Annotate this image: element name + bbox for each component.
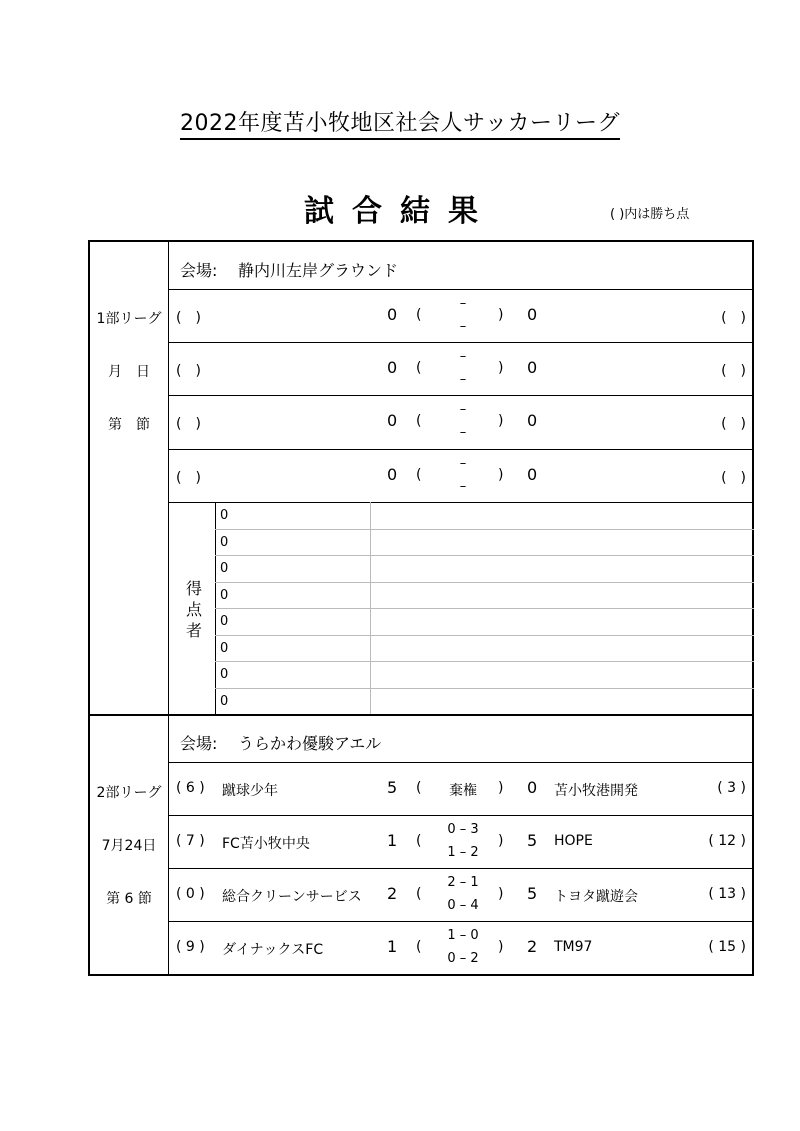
first-half-score: –: [459, 296, 467, 311]
away-points: ( 13 ): [708, 886, 746, 902]
away-score: 0: [527, 778, 538, 797]
round-label-1: 第 節: [108, 417, 150, 433]
open-paren-decor: (: [416, 886, 422, 902]
home-score: 1: [387, 937, 398, 956]
home-score: 0: [387, 411, 398, 430]
away-score: 0: [527, 358, 538, 377]
match-date-2: 7月24日: [101, 838, 157, 854]
away-team: 苫小牧港開発: [554, 783, 638, 799]
scorer-entry: 0: [220, 561, 229, 576]
home-points: ( ): [176, 416, 201, 432]
away-points: ( 12 ): [708, 833, 746, 849]
row-divider: [168, 289, 754, 290]
scorer-entry: 0: [220, 667, 229, 682]
venue-name-2: うらかわ優駿アエル: [238, 734, 382, 753]
away-score: 0: [527, 411, 538, 430]
first-half-score: 1 – 0: [447, 928, 479, 943]
open-paren-decor: (: [416, 413, 422, 429]
second-half-score: 1 – 2: [447, 845, 479, 860]
close-paren-decor: ): [498, 780, 504, 796]
open-paren-decor: (: [416, 939, 422, 955]
away-points: ( ): [721, 416, 746, 432]
home-score: 0: [387, 305, 398, 324]
home-team: 総合クリーンサービス: [222, 889, 362, 905]
open-paren-decor: (: [416, 307, 422, 323]
scorer-entry: 0: [220, 508, 229, 523]
venue-label-2: 会場:: [180, 734, 218, 753]
match-date-1: 月 日: [108, 364, 150, 380]
home-score: 0: [387, 358, 398, 377]
row-divider: [215, 608, 754, 609]
first-half-score: 0 – 3: [447, 822, 479, 837]
open-paren-decor: (: [416, 467, 422, 483]
home-score: 2: [387, 884, 398, 903]
home-points: ( ): [176, 310, 201, 326]
first-half-score: –: [459, 349, 467, 364]
scorer-entry: 0: [220, 693, 229, 709]
away-score: 2: [527, 937, 538, 956]
second-half-score: –: [459, 319, 467, 334]
division-label-2: 2部リーグ: [96, 785, 162, 801]
home-points: ( ): [176, 470, 201, 486]
open-paren-decor: (: [416, 833, 422, 849]
scorers-label: 得 点 者: [185, 579, 202, 640]
away-team: TM97: [554, 939, 593, 955]
away-points: ( ): [721, 310, 746, 326]
row-divider: [215, 661, 754, 662]
home-points: ( ): [176, 363, 201, 379]
home-score: 1: [387, 831, 398, 850]
away-score: 5: [527, 884, 538, 903]
half-score: 棄権: [449, 783, 477, 799]
scorer-entry: 0: [220, 614, 229, 629]
row-divider: [215, 555, 754, 556]
open-paren-decor: (: [416, 780, 422, 796]
home-team: ダイナックスFC: [222, 942, 324, 958]
row-divider: [215, 582, 754, 583]
home-team: FC苫小牧中央: [222, 836, 310, 852]
home-score: 0: [387, 465, 398, 484]
close-paren-decor: ): [498, 360, 504, 376]
away-team: トヨタ蹴遊会: [554, 889, 638, 905]
round-label-2: 第 6 節: [106, 891, 152, 907]
away-points: ( ): [721, 470, 746, 486]
close-paren-decor: ): [498, 467, 504, 483]
away-score: 5: [527, 831, 538, 850]
column-divider: [168, 240, 169, 976]
scorer-entry: 0: [220, 534, 229, 550]
row-divider: [168, 762, 754, 763]
open-paren-decor: (: [416, 360, 422, 376]
row-divider: [215, 529, 754, 530]
scorer-entry: 0: [220, 640, 229, 656]
away-points: ( 15 ): [708, 939, 746, 955]
first-half-score: –: [459, 456, 467, 471]
away-points: ( 3 ): [717, 780, 746, 796]
close-paren-decor: ): [498, 939, 504, 955]
home-team: 蹴球少年: [222, 783, 278, 799]
away-team: HOPE: [554, 833, 593, 849]
home-points: ( 9 ): [176, 939, 205, 955]
close-paren-decor: ): [498, 833, 504, 849]
home-points: ( 7 ): [176, 833, 205, 849]
away-points: ( ): [721, 363, 746, 379]
first-half-score: –: [459, 402, 467, 417]
second-half-score: 0 – 4: [447, 898, 479, 913]
second-half-score: 0 – 2: [447, 951, 479, 966]
close-paren-decor: ): [498, 307, 504, 323]
second-half-score: –: [459, 425, 467, 440]
scorer-entry: 0: [220, 587, 229, 603]
home-points: ( 6 ): [176, 780, 205, 796]
home-score: 5: [387, 778, 398, 797]
row-divider: [168, 868, 754, 869]
page-title: 2022年度苫小牧地区社会人サッカーリーグ: [0, 106, 800, 137]
first-half-score: 2 – 1: [447, 875, 479, 890]
row-divider: [168, 395, 754, 396]
row-divider: [168, 449, 754, 450]
row-divider: [215, 688, 754, 689]
results-heading: 試合結果: [304, 194, 496, 229]
row-divider: [168, 921, 754, 922]
venue-label-1: 会場:: [180, 261, 218, 280]
venue-name-1: 静内川左岸グラウンド: [238, 261, 399, 280]
row-divider: [168, 815, 754, 816]
close-paren-decor: ): [498, 413, 504, 429]
second-half-score: –: [459, 479, 467, 494]
away-score: 0: [527, 465, 538, 484]
home-points: ( 0 ): [176, 886, 205, 902]
points-note: ( )内は勝ち点: [610, 207, 690, 222]
close-paren-decor: ): [498, 886, 504, 902]
second-half-score: –: [459, 372, 467, 387]
row-divider: [168, 342, 754, 343]
division-label-1: 1部リーグ: [96, 311, 162, 327]
away-score: 0: [527, 305, 538, 324]
row-divider: [168, 502, 754, 503]
row-divider: [215, 635, 754, 636]
row-divider: [88, 714, 754, 716]
